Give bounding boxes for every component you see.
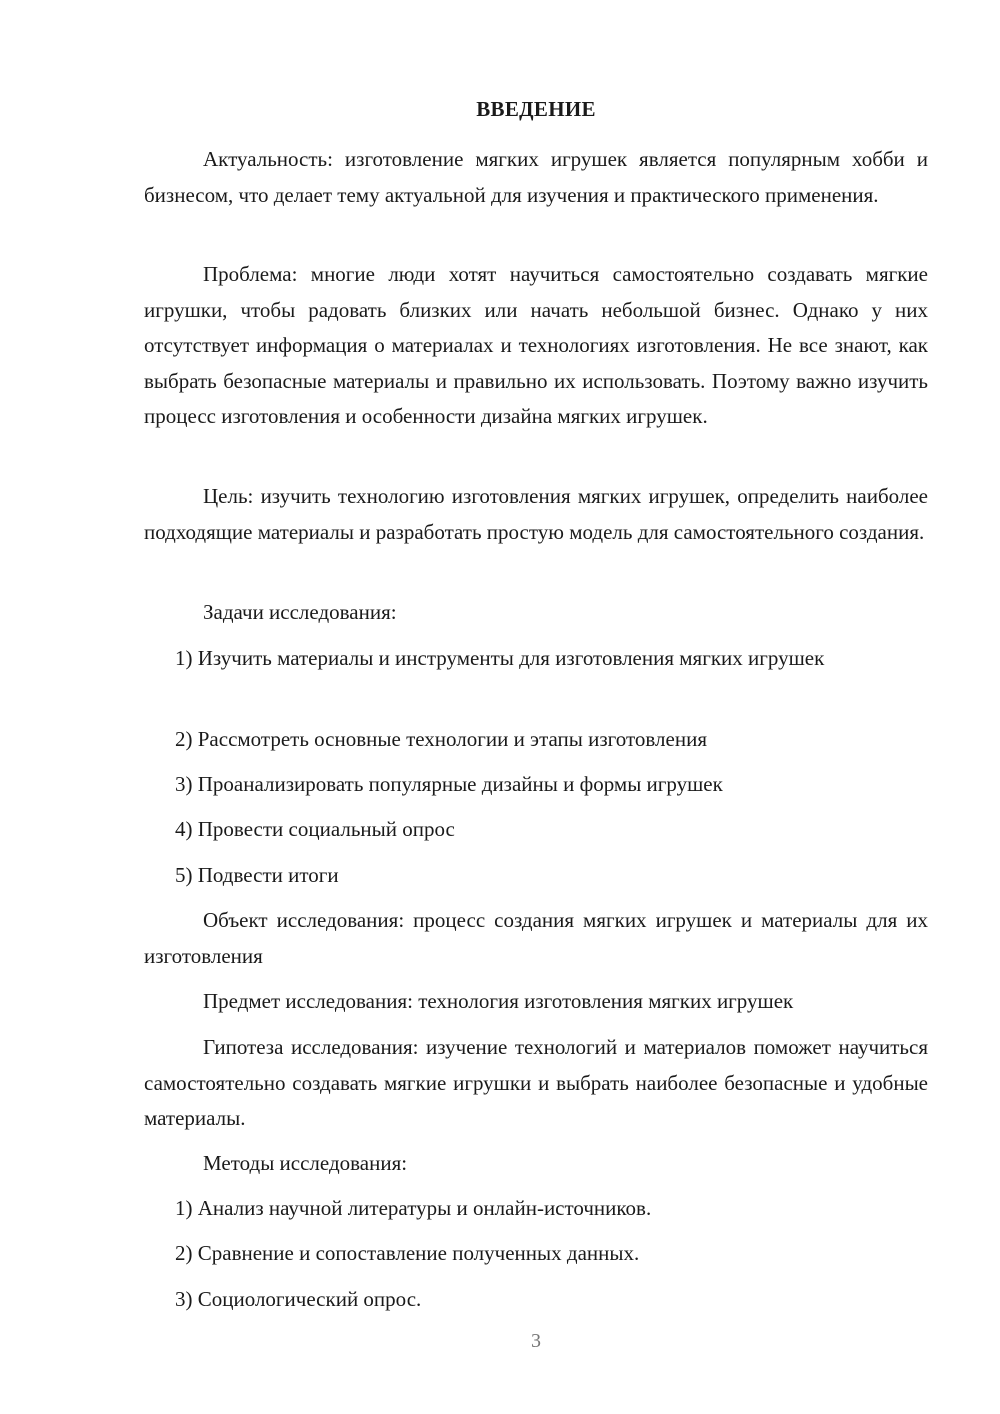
method-item-1: 1) Анализ научной литературы и онлайн-источников. [175,1196,652,1220]
document-page [144,0,928,1414]
page-number: 3 [531,1330,541,1352]
paragraph-problem: Проблема: многие люди хотят научиться самостоятельно создавать мягкие игрушки, чтобы радовать близких или начать небольшой бизнес. Однако у них отсутствует информация о материалах и технологиях изготовления. Не все знают, как выбрать безопасные материалы и правильно их использовать. Поэтому важно изучить процесс изготовления и особенности дизайна мягких игрушек. [144,262,928,428]
task-item-3: 3) Проанализировать популярные дизайны и формы игрушек [175,772,723,796]
paragraph-goal: Цель: изучить технологию изготовления мягких игрушек, определить наиболее подходящие материалы и разработать простую модель для самостоятельного создания. [144,484,928,544]
paragraph-object: Объект исследования: процесс создания мягких игрушек и материалы для их изготовления [144,908,928,968]
paragraph-subject: Предмет исследования: технология изготовления мягких игрушек [203,989,794,1013]
method-item-3: 3) Социологический опрос. [175,1287,422,1311]
page-title: ВВЕДЕНИЕ [476,97,596,121]
paragraph-relevance: Актуальность: изготовление мягких игрушек является популярным хобби и бизнесом, что делает тему актуальной для изучения и практического применения. [144,147,928,207]
tasks-heading: Задачи исследования: [203,600,397,624]
method-item-2: 2) Сравнение и сопоставление полученных данных. [175,1241,640,1265]
task-item-4: 4) Провести социальный опрос [175,817,455,841]
task-item-5: 5) Подвести итоги [175,863,339,887]
methods-heading: Методы исследования: [203,1151,408,1175]
task-item-2: 2) Рассмотреть основные технологии и этапы изготовления [175,727,707,751]
task-item-1: 1) Изучить материалы и инструменты для изготовления мягких игрушек [175,646,825,670]
paragraph-hypothesis: Гипотеза исследования: изучение технологий и материалов поможет научиться самостоятельно создавать мягкие игрушки и выбрать наиболее безопасные и удобные материалы. [144,1035,928,1130]
